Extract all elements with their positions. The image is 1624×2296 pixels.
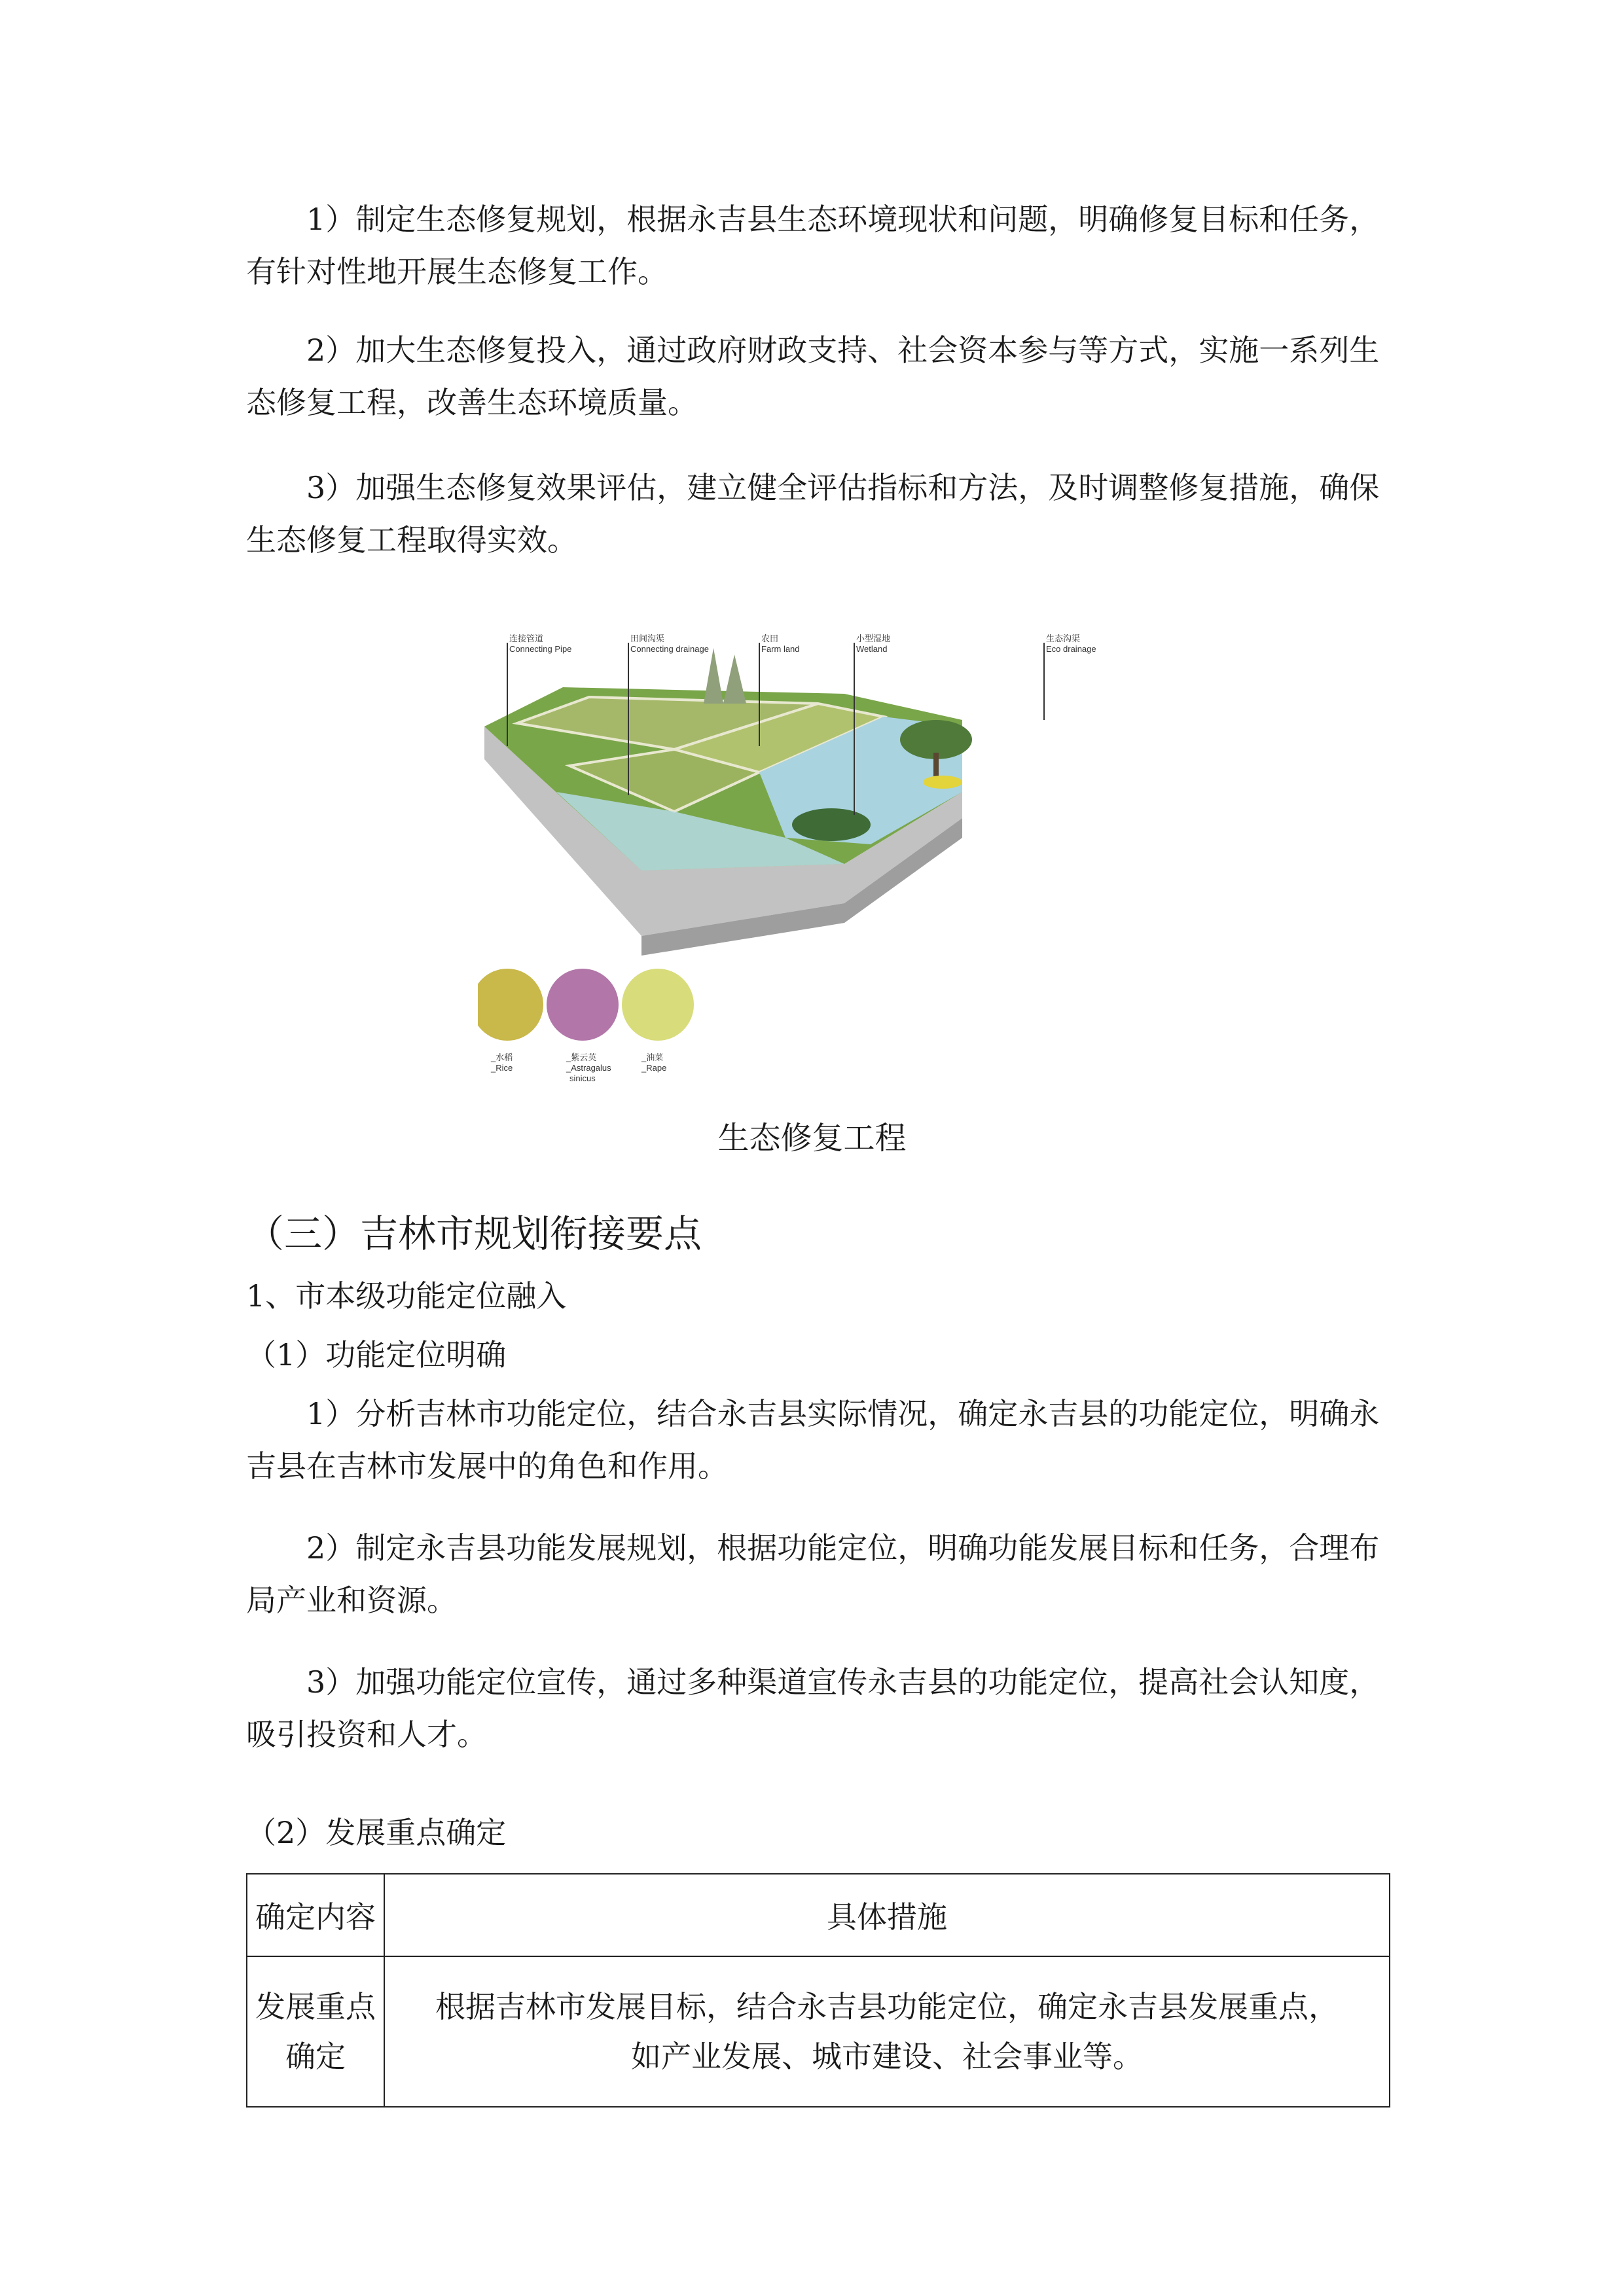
legend-label-en: _Rape — [641, 1063, 667, 1073]
paragraph-text: 2）加大生态修复投入，通过政府财政支持、社会资本参与等方式，实施一系列生态修复工程，改善生态环境质量。 — [246, 332, 1380, 420]
legend-label-en: _Astragalus — [566, 1063, 611, 1073]
eco-restoration-figure — [478, 628, 1185, 1100]
wetland-plants — [792, 808, 871, 841]
callout-label-en: Connecting Pipe — [509, 644, 572, 654]
cell-text: 发展重点 — [255, 1989, 376, 2024]
paragraph-development-plan — [246, 1522, 1385, 1626]
callout-label-zh: 农田 — [761, 634, 779, 643]
figure-caption: 生态修复工程 — [717, 1120, 907, 1157]
table-cell-label — [247, 1956, 384, 2107]
legend-label-zh: _水稻 — [491, 1052, 513, 1062]
rice-photo-circle — [478, 969, 543, 1041]
cell-text: 如产业发展、城市建设、社会事业等。 — [631, 2039, 1143, 2074]
callout-label-zh: 小型湿地 — [856, 634, 891, 643]
poplar-tree — [723, 655, 746, 704]
legend-label-zh: _油菜 — [641, 1052, 664, 1062]
cell-text: 根据吉林市发展目标，结合永吉县功能定位，确定永吉县发展重点， — [435, 1989, 1339, 2024]
cell-text: 确定 — [285, 2039, 346, 2074]
paragraph-text: 3）加强生态修复效果评估，建立健全评估指标和方法，及时调整修复措施，确保生态修复工程取得实效。 — [246, 470, 1380, 558]
poplar-tree — [704, 648, 723, 704]
table-row — [247, 1956, 1390, 2107]
paragraph-evaluation — [246, 461, 1385, 566]
callout-label-en: Wetland — [856, 644, 888, 654]
tree-trunk — [933, 753, 939, 779]
flower-bed — [923, 776, 962, 789]
astragalus-photo-circle — [547, 969, 619, 1041]
paragraph-analysis — [246, 1388, 1385, 1492]
table-header: 确定内容 — [247, 1874, 384, 1956]
paragraph-text: 3）加强功能定位宣传，通过多种渠道宣传永吉县的功能定位，提高社会认知度，吸引投资和人才。 — [246, 1664, 1380, 1752]
section-heading: （三）吉林市规划衔接要点 — [246, 1211, 702, 1256]
development-priority-table — [246, 1873, 1390, 2108]
paragraph-investment — [246, 324, 1385, 429]
callout-label-en: Farm land — [761, 644, 800, 654]
callout-label-zh: 田间沟渠 — [630, 634, 665, 643]
table-header-row — [247, 1874, 1390, 1956]
rape-photo-circle — [622, 969, 694, 1041]
callout-label-zh: 连接管道 — [509, 634, 544, 643]
table-header: 具体措施 — [384, 1874, 1390, 1956]
paragraph-plan — [246, 193, 1385, 298]
callout-label-en: Connecting drainage — [630, 644, 709, 654]
paragraph-text: 2）制定永吉县功能发展规划，根据功能定位，明确功能发展目标和任务，合理布局产业和资源。 — [246, 1530, 1380, 1618]
paragraph-text: 1）制定生态修复规划，根据永吉县生态环境现状和问题，明确修复目标和任务，有针对性地开展生态修复工作。 — [246, 202, 1380, 289]
legend-label-en: _Rice — [491, 1063, 513, 1073]
callout-label-en: Eco drainage — [1046, 644, 1096, 654]
legend-label-zh: _紫云英 — [566, 1052, 597, 1062]
item-title: （1）功能定位明确 — [246, 1337, 507, 1372]
legend-label-en: sinicus — [569, 1073, 596, 1083]
callout-label-zh: 生态沟渠 — [1046, 634, 1081, 643]
paragraph-publicity — [246, 1656, 1385, 1761]
subsection-title: 1、市本级功能定位融入 — [246, 1278, 567, 1314]
table-cell-measure — [384, 1956, 1390, 2107]
item-title: （2）发展重点确定 — [246, 1815, 507, 1850]
paragraph-text: 1）分析吉林市功能定位，结合永吉县实际情况，确定永吉县的功能定位，明确永吉县在吉林市发展中的角色和作用。 — [246, 1396, 1380, 1484]
